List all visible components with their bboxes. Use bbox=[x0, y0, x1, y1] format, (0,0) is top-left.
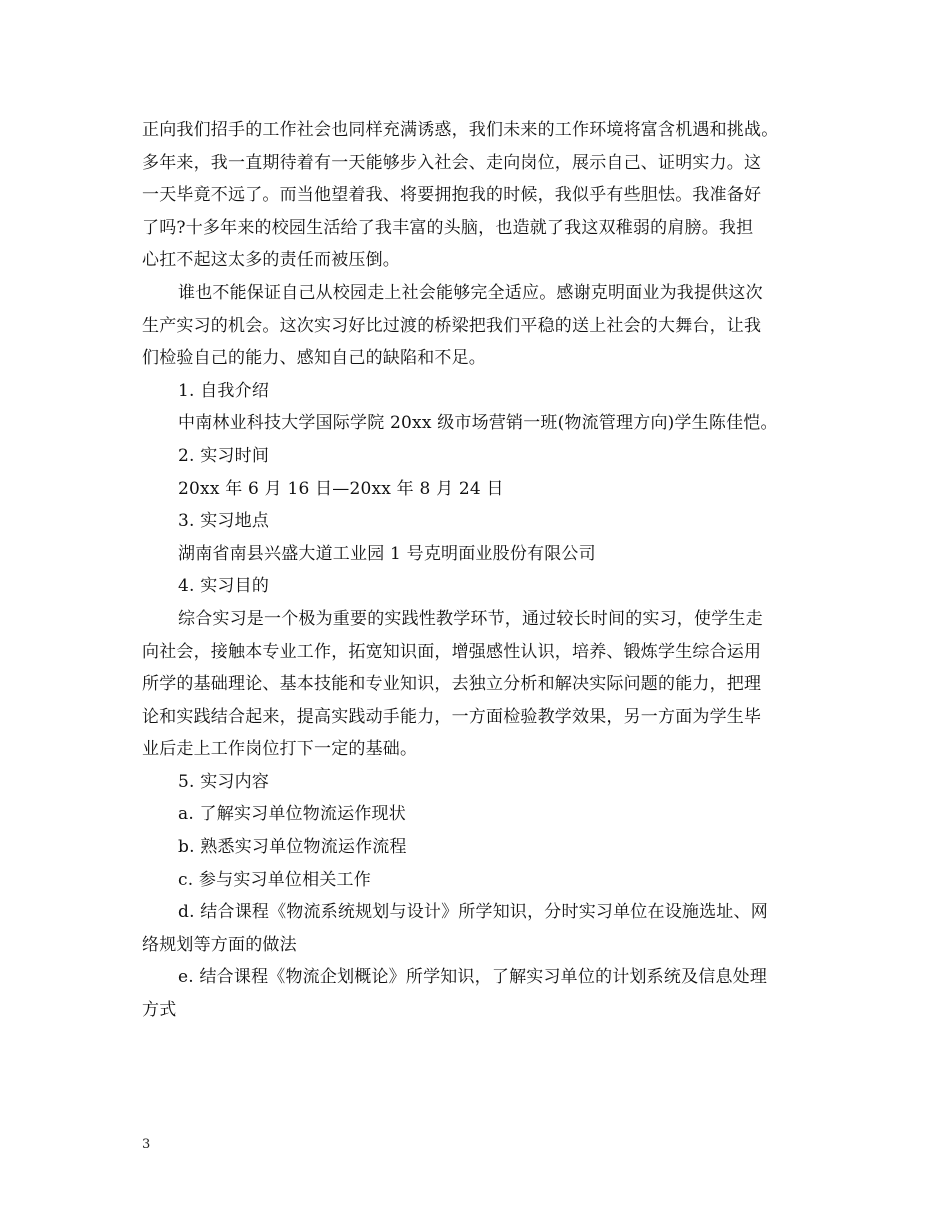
list-item: c. 参与实习单位相关工作 bbox=[178, 869, 371, 890]
text-line: 综合实习是一个极为重要的实践性教学环节，通过较长时间的实习，使学生走 bbox=[178, 608, 763, 629]
text-line: 20xx 年 6 月 16 日—20xx 年 8 月 24 日 bbox=[178, 478, 504, 499]
text-line: 湖南省南县兴盛大道工业园 1 号克明面业股份有限公司 bbox=[178, 543, 596, 564]
text-line: 业后走上工作岗位打下一定的基础。 bbox=[142, 739, 418, 760]
text-line: 谁也不能保证自己从校园走上社会能够完全适应。感谢克明面业为我提供这次 bbox=[178, 282, 763, 303]
list-item: a. 了解实习单位物流运作现状 bbox=[178, 804, 406, 825]
text-line: 论和实践结合起来，提高实践动手能力，一方面检验教学效果，另一方面为学生毕 bbox=[142, 706, 762, 727]
page-number: 3 bbox=[142, 1137, 151, 1152]
document-body bbox=[142, 114, 822, 1027]
list-item: b. 熟悉实习单位物流运作流程 bbox=[178, 837, 407, 858]
text-line: 了吗?十多年来的校园生活给了我丰富的头脑，也造就了我这双稚弱的肩膀。我担 bbox=[142, 217, 754, 238]
text-line: 们检验自己的能力、感知自己的缺陷和不足。 bbox=[142, 348, 486, 369]
list-item-continuation: 方式 bbox=[142, 1000, 177, 1021]
section-heading: 3. 实习地点 bbox=[178, 511, 270, 532]
section-heading: 4. 实习目的 bbox=[178, 576, 270, 597]
text-line: 心扛不起这太多的责任而被压倒。 bbox=[142, 250, 400, 271]
text-line: 生产实习的机会。这次实习好比过渡的桥梁把我们平稳的送上社会的大舞台，让我 bbox=[142, 315, 762, 336]
list-item: d. 结合课程《物流系统规划与设计》所学知识，分时实习单位在设施选址、网 bbox=[178, 902, 768, 923]
text-line: 一天毕竟不远了。而当他望着我、将要拥抱我的时候，我似乎有些胆怯。我准备好 bbox=[142, 185, 762, 206]
text-line: 正向我们招手的工作社会也同样充满诱惑，我们未来的工作环境将富含机遇和挑战。 bbox=[142, 120, 779, 140]
section-heading: 5. 实习内容 bbox=[178, 771, 270, 792]
list-item: e. 结合课程《物流企划概论》所学知识，了解实习单位的计划系统及信息处理 bbox=[178, 967, 768, 988]
section-heading: 1. 自我介绍 bbox=[178, 380, 270, 401]
list-item-continuation: 络规划等方面的做法 bbox=[142, 934, 297, 955]
section-heading: 2. 实习时间 bbox=[178, 445, 270, 466]
text-line: 中南林业科技大学国际学院 20xx 级市场营销一班(物流管理方向)学生陈佳恺。 bbox=[178, 413, 778, 434]
text-line: 向社会，接触本专业工作，拓宽知识面，增强感性认识，培养、锻炼学生综合运用 bbox=[142, 641, 762, 662]
text-line: 所学的基础理论、基本技能和专业知识，去独立分析和解决实际问题的能力，把理 bbox=[142, 674, 762, 695]
text-line: 多年来，我一直期待着有一天能够步入社会、走向岗位，展示自己、证明实力。这 bbox=[142, 152, 762, 173]
